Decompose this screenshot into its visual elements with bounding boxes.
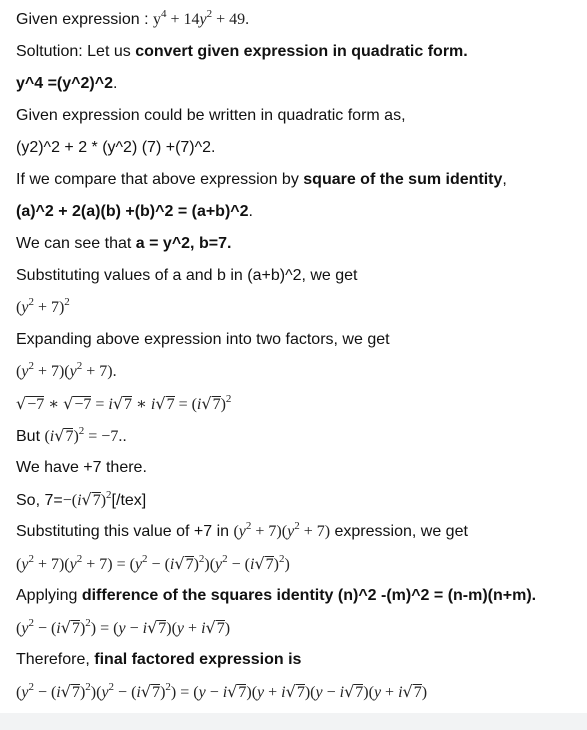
- math-expression: $(y^2 + 7)^2$: [16, 296, 70, 316]
- math-expression: $(y^2 + 7)(y^2 + 7)$.: [16, 360, 117, 380]
- math-expression: $(y^2 + 7)(y^2 + 7) = (y^2 - (i√7)^2)(y^2 - (i√7)^2)$: [16, 552, 290, 573]
- text-segment: Given expression :: [16, 11, 153, 28]
- math-expression: $(y^2 - (i√7)^2)(y^2 - (i√7)^2) = (y - i√7)(y + i√7)(y - i√7)(y + i√7)$: [16, 680, 428, 701]
- text-line: [16, 424, 582, 456]
- text-segment: Given expression could be written in quadratic form as,: [16, 107, 406, 124]
- bold-text: difference of the squares identity (n)^2 -(m)^2 = (n-m)(n+m).: [81, 587, 537, 604]
- text-segment: Substituting this value of +7 in: [16, 523, 234, 540]
- bold-text: square of the sum identity: [303, 171, 503, 188]
- text-segment: Expanding above expression into two factors, we get: [16, 331, 390, 348]
- text-line: [16, 40, 582, 72]
- text-line: [16, 72, 582, 104]
- math-expression: $(i√7)^2 = -7$.: [44, 424, 123, 445]
- math-expression: $(y^2 + 7)(y^2 + 7)$: [233, 520, 331, 540]
- text-line: [16, 552, 582, 584]
- text-line: [16, 168, 582, 200]
- bold-text: (a)^2 + 2(a)(b) +(b)^2 = (a+b)^2: [16, 203, 249, 220]
- text-segment: Soltution: Let us: [16, 43, 136, 60]
- text-segment: If we compare that above expression by: [16, 171, 304, 188]
- text-line: [16, 104, 582, 136]
- text-line: [16, 648, 582, 680]
- text-line: [16, 200, 582, 232]
- text-line: [16, 232, 582, 264]
- text-segment: Applying: [16, 587, 82, 604]
- text-segment: Substituting values of a and b in (a+b)^2, we get: [16, 267, 358, 284]
- text-line: [16, 8, 582, 40]
- text-segment: We have +7 there.: [16, 459, 147, 476]
- text-segment: .: [122, 428, 127, 445]
- bold-text: y^4 =(y^2)^2: [16, 75, 113, 92]
- math-expression: $(y^2 - (i√7)^2) = (y - i√7)(y + i√7)$: [16, 616, 231, 637]
- math-expression: $y^4 + 14y^2 + 49$.: [152, 8, 250, 28]
- text-line: [16, 584, 582, 616]
- bottom-bar: [0, 713, 587, 730]
- text-line: [16, 328, 582, 360]
- text-line: [16, 136, 582, 168]
- text-segment: ,: [502, 171, 507, 188]
- text-segment: expression, we get: [330, 523, 468, 540]
- text-line: [16, 360, 582, 392]
- text-line: [16, 296, 582, 328]
- text-segment: Therefore,: [16, 651, 95, 668]
- text-segment: So, 7=: [16, 492, 63, 509]
- text-line: [16, 264, 582, 296]
- text-segment: But: [16, 428, 45, 445]
- text-segment: [/tex]: [111, 492, 147, 509]
- answer-document: [16, 8, 582, 712]
- bold-text: final factored expression is: [94, 651, 302, 668]
- bold-text: a = y^2, b=7.: [135, 235, 232, 252]
- text-line: [16, 456, 582, 488]
- bold-text: convert given expression in quadratic form.: [135, 43, 468, 60]
- text-line: [16, 488, 582, 520]
- text-segment: We can see that: [16, 235, 136, 252]
- text-segment: .: [248, 203, 253, 220]
- text-line: [16, 392, 582, 424]
- text-segment: (y2)^2 + 2 * (y^2) (7) +(7)^2.: [16, 139, 216, 156]
- math-expression: $-(i√7)^2$: [62, 488, 112, 509]
- math-expression: √−7 ∗ √−7 = i√7 ∗ $i√7 = (i√7)^2$: [16, 392, 232, 413]
- text-line: [16, 520, 582, 552]
- text-line: [16, 680, 582, 712]
- text-segment: .: [112, 75, 118, 92]
- text-line: [16, 616, 582, 648]
